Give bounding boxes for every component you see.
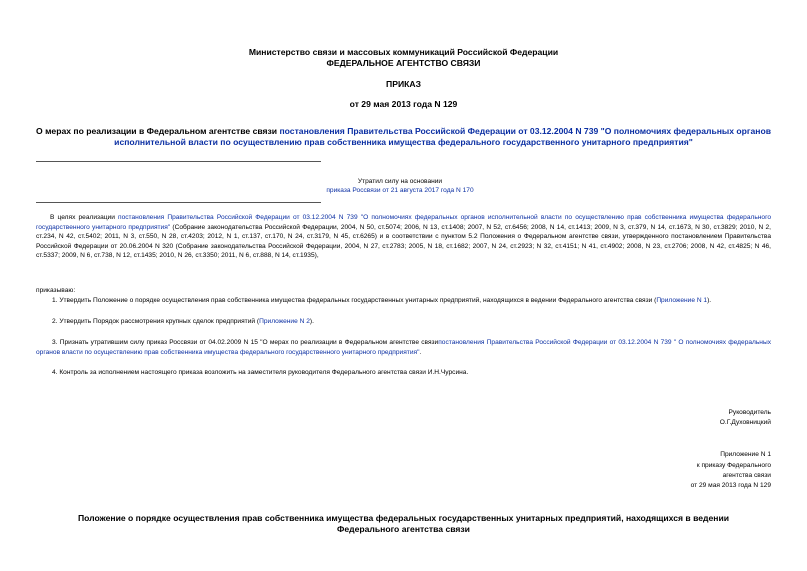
separator-line-top (36, 161, 321, 162)
order-item-1 (52, 296, 771, 306)
item-3-text: 3. Признать утратившим силу приказ Россвязи от 04.02.2009 N 15 "О мерах по реализации в Федеральном агентстве связи (52, 339, 439, 346)
document-title (36, 126, 771, 148)
appendix-label-1: Приложение N 1 (720, 451, 771, 458)
preamble-lead: В целях реализации (50, 214, 119, 221)
item-1-text: 1. Утвердить Положение о порядке осуществления прав собственника имущества федеральных государственных унитарных предприятий, находящихся в ведении Федерального агентства связи ( (52, 297, 657, 304)
item-3-decree-link[interactable]: постановления Правительства Российской Федерации от 03.12.2004 N 739 " О полномочиях федеральных органов власти по осуществлению прав собственника имущества федерального государственного унитарного предприятия" (36, 339, 771, 356)
item-3-end: . (419, 348, 422, 356)
status-note-link-wrap (220, 186, 580, 196)
order-item-3 (36, 338, 771, 357)
preamble-rest: (Собрание законодательства Российской Федерации, 2004, N 50, ст.5074; 2006, N 13, ст.1408; 2007, N 52, ст.6456; 2008, N 14, ст.1413; 2009, N 3, ст.379, N 14, ст.1673, N 30, ст.3829; 2010, N 2, ст.234, N 42, ст.5402; 2011, N 3, ст.550, N 28, ст.4203; 2012, N 1, ст.137, ст.170, N 24, ст.3179, N 45, ст.6265) и в соответствии с пунктом 5.2 Положения о Федеральном агентстве связи, утвержденного постановлением Правительства Российской Федерации от 20.06.2004 N 320 (Собрание законодательства Российской Федерации, 2004, N 27, ст.2783; 2005, N 18, ст.1682; 2007, N 24, ст.2923; N 32, ст.4151; N 41, ст.4902; 2008, N 23, ст.2706; 2008, N 42, ст.4825; N 46, ст.5337; 2009, N 6, ст.738, N 12, ст.1435; 2010, N 26, ст.3350; 2011, N 6, ст.888, N 14, ст.1935), (36, 223, 771, 259)
signature-role: Руководитель (728, 409, 771, 416)
document-date: от 29 мая 2013 года N 129 (349, 99, 458, 109)
appendix-label-2: к приказу Федерального (696, 462, 771, 469)
status-note: Утратил силу на основании (357, 178, 443, 185)
separator-line-bottom (36, 202, 321, 203)
document-type: ПРИКАЗ (386, 79, 421, 89)
order-item-4: 4. Контроль за исполнением настоящего приказа возложить на заместителя руководителя Федерального агентства связи И.Н.Чурсина. (52, 369, 469, 376)
ministry-name: Министерство связи и массовых коммуникаций Российской Федерации (248, 47, 559, 57)
status-repeal-link[interactable]: приказа Россвязи от 21 августа 2017 года N 170 (326, 187, 474, 194)
title-prefix: О мерах по реализации в Федеральном агентстве связи (36, 126, 280, 136)
appendix-1-link[interactable]: Приложение N 1 (656, 297, 708, 304)
signature-name: О.Г.Духовницкий (719, 419, 771, 426)
section-title: Положение о порядке осуществления прав собственника имущества федеральных государственных унитарных предприятий, находящихся в ведении Федерального агентства связи (77, 513, 730, 534)
title-decree-link[interactable]: постановления Правительства Российской Федерации от 03.12.2004 N 739 "О полномочиях федеральных органов исполнительной власти по осуществлению прав собственника имущества федерального государственного унитарного предприятия" (114, 126, 772, 147)
item-2-end: ). (309, 318, 314, 325)
appendix-2-link[interactable]: Приложение N 2 (259, 318, 310, 325)
appendix-label-3: агентства связи (722, 472, 771, 479)
item-2-text: 2. Утвердить Порядок рассмотрения крупных сделок предприятий ( (52, 318, 260, 325)
item-1-end: ). (707, 297, 712, 304)
order-word: приказываю: (36, 287, 76, 294)
agency-name: ФЕДЕРАЛЬНОЕ АГЕНТСТВО СВЯЗИ (326, 58, 481, 68)
order-item-2 (52, 317, 771, 327)
appendix-label-4: от 29 мая 2013 года N 129 (690, 482, 771, 489)
preamble-paragraph (36, 213, 771, 261)
preamble-decree-link[interactable]: постановления Правительства Российской Федерации от 03.12.2004 N 739 "О полномочиях федеральных органов исполнительной власти по осуществлению прав собственника имущества федерального государственного унитарного предприятия" (36, 214, 772, 231)
